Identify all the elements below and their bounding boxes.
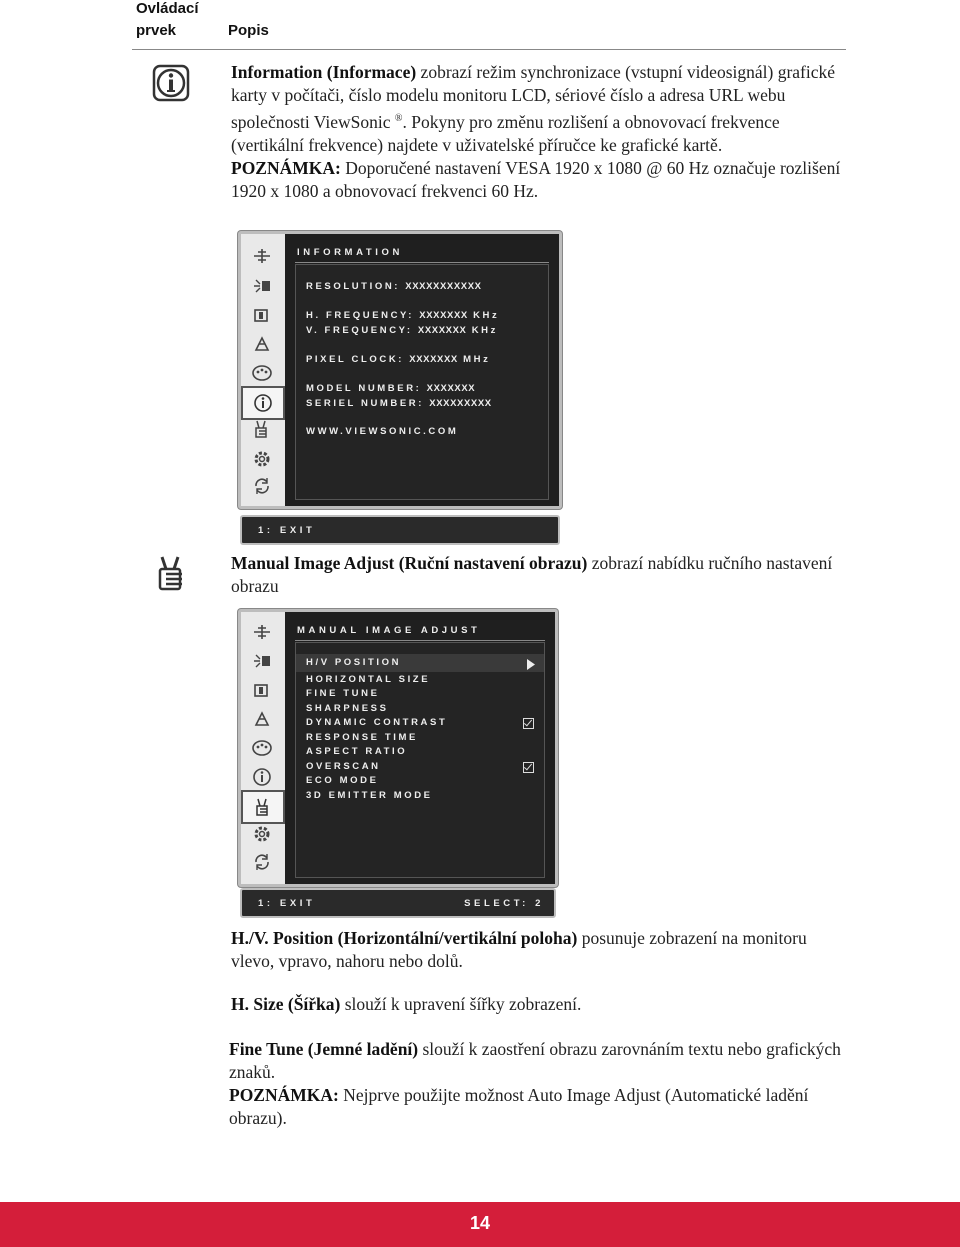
brightness-icon <box>247 274 277 298</box>
header-control-line2: prvek <box>136 22 177 39</box>
osd-information-panel <box>238 231 562 509</box>
column-header-description: Popis <box>228 22 269 39</box>
information-note: Doporučené nastavení VESA 1920 x 1080 @ 60 Hz označuje rozlišení 1920 x 1080 a obnovovací frekvenci 60 Hz. <box>231 157 841 201</box>
info-row-website: WWW.VIEWSONIC.COM <box>306 426 459 437</box>
header-divider <box>132 49 846 50</box>
input-select-icon <box>247 620 277 644</box>
manual-adjust-tab-icon[interactable] <box>241 790 285 824</box>
menu-item-hv-position[interactable]: H/V POSITION <box>306 657 402 668</box>
information-tab-icon <box>247 765 277 789</box>
palette-icon <box>247 361 277 385</box>
setup-gear-icon <box>247 822 277 846</box>
header-control-line1: Ovládací <box>136 0 199 17</box>
osd-information-exit-bar <box>240 515 560 545</box>
menu-item-dynamic-contrast[interactable]: DYNAMIC CONTRAST <box>306 717 448 728</box>
osd-icon-rail-2 <box>241 612 285 884</box>
osd-title-divider <box>295 262 549 263</box>
information-description <box>231 61 846 203</box>
color-adjust-icon <box>247 332 277 356</box>
input-select-icon <box>247 244 277 268</box>
osd-title-divider <box>295 640 545 641</box>
dynamic-contrast-checkbox[interactable] <box>523 718 534 729</box>
page-footer <box>0 1202 960 1247</box>
page-number: 14 <box>469 1213 491 1233</box>
color-adjust-icon <box>247 707 277 731</box>
manual-description <box>231 552 846 598</box>
hv-term: H./V. Position (Horizontální/vertikální poloha) <box>231 928 578 948</box>
hv-position-description <box>231 927 846 973</box>
osd-manual-exit-bar <box>240 888 556 918</box>
manual-desc: zobrazí nabídku ručního nastavení obrazu <box>231 553 833 596</box>
osd-information-title: INFORMATION <box>297 247 403 258</box>
menu-item-sharpness[interactable]: SHARPNESS <box>306 703 389 714</box>
osd-information-content <box>295 264 549 500</box>
menu-item-eco-mode[interactable]: ECO MODE <box>306 775 379 786</box>
info-row-resolution: RESOLUTION: XXXXXXXXXXX <box>306 281 482 292</box>
info-row-pixel-clock: PIXEL CLOCK: XXXXXXX MHz <box>306 354 491 365</box>
reset-icon <box>247 474 277 498</box>
information-tab-icon[interactable] <box>241 386 285 420</box>
info-row-model-number: MODEL NUMBER: XXXXXXX <box>306 383 476 394</box>
menu-item-aspect-ratio[interactable]: ASPECT RATIO <box>306 746 408 757</box>
information-desc2: . Pokyny pro změnu rozlišení a obnovovací frekvence (vertikální frekvence) najdete v uživatelské příručce ke grafické kartě. <box>231 111 780 155</box>
submenu-arrow-icon <box>526 657 536 675</box>
osd-manual-panel <box>238 609 558 887</box>
osd-information-pane <box>285 234 559 506</box>
fine-note: Nejprve použijte možnost Auto Image Adjust (Automatické ladění obrazu). <box>229 1085 809 1128</box>
hv-desc: posunuje zobrazení na monitoru vlevo, vpravo, nahoru nebo dolů. <box>231 928 807 971</box>
info-row-serial-number: SERIEL NUMBER: XXXXXXXXX <box>306 398 492 409</box>
setup-gear-icon <box>247 447 277 471</box>
osd-exit-label[interactable]: 1: EXIT <box>258 525 316 536</box>
registered-mark: ® <box>394 113 403 124</box>
overscan-checkbox[interactable] <box>523 762 534 773</box>
menu-item-response-time[interactable]: RESPONSE TIME <box>306 732 418 743</box>
hsize-term: H. Size (Šířka) <box>231 994 341 1014</box>
audio-icon <box>247 678 277 702</box>
osd-manual-content <box>295 642 545 878</box>
information-term: Information (Informace) <box>231 62 417 82</box>
info-row-hfrequency: H. FREQUENCY: XXXXXXX KHz <box>306 310 500 321</box>
menu-item-overscan[interactable]: OVERSCAN <box>306 761 381 772</box>
osd-icon-rail <box>241 234 285 506</box>
manual-term: Manual Image Adjust (Ruční nastavení obrazu) <box>231 553 588 573</box>
osd-manual-pane <box>285 612 555 884</box>
fine-term: Fine Tune (Jemné ladění) <box>229 1039 419 1059</box>
fine-desc: slouží k zaostření obrazu zarovnáním textu nebo grafických znaků. <box>229 1039 841 1082</box>
osd-manual-title: MANUAL IMAGE ADJUST <box>297 625 481 636</box>
column-header-control <box>136 0 199 42</box>
info-row-vfrequency: V. FREQUENCY: XXXXXXX KHz <box>306 325 498 336</box>
hsize-description <box>231 993 846 1016</box>
hsize-desc: slouží k upravení šířky zobrazení. <box>340 994 582 1014</box>
information-icon <box>152 64 190 107</box>
osd-select-label[interactable]: SELECT: 2 <box>464 898 544 909</box>
fine-note-label: POZNÁMKA: <box>229 1085 339 1105</box>
information-note-label: POZNÁMKA: <box>231 157 341 178</box>
brightness-icon <box>247 649 277 673</box>
information-desc: zobrazí režim synchronizace (vstupní videosignál) grafické karty v počítači, číslo modelu monitoru LCD, sériové číslo a adresa URL webu společnosti ViewSonic <box>231 62 836 132</box>
menu-item-fine-tune[interactable]: FINE TUNE <box>306 688 380 699</box>
menu-item-horizontal-size[interactable]: HORIZONTAL SIZE <box>306 674 431 685</box>
reset-icon <box>247 850 277 874</box>
fine-tune-description <box>229 1038 844 1130</box>
audio-icon <box>247 303 277 327</box>
manual-adjust-icon <box>247 417 277 441</box>
manual-image-adjust-icon <box>154 555 188 596</box>
menu-item-3d-emitter-mode[interactable]: 3D EMITTER MODE <box>306 790 433 801</box>
osd-exit-label[interactable]: 1: EXIT <box>258 898 316 909</box>
palette-icon <box>247 736 277 760</box>
